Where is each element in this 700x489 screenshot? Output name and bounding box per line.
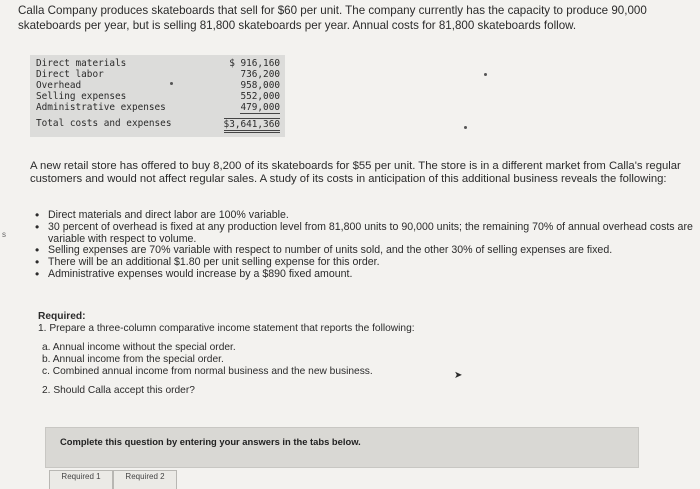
total-label: Total costs and expenses — [36, 118, 172, 129]
list-item: • There will be an additional $1.80 per unit selling expense for this order. — [32, 257, 698, 269]
cost-amount: 479,000 — [240, 102, 280, 113]
cost-label: Direct labor — [36, 69, 104, 80]
question-1a: a. Annual income without the special order. — [42, 342, 236, 353]
list-item: • Direct materials and direct labor are 100% variable. — [32, 210, 698, 222]
question-1c: c. Combined annual income from normal business and the new business. — [42, 366, 373, 377]
tab-required-2[interactable]: Required 2 — [113, 470, 177, 489]
problem-intro: Calla Company produces skateboards that sell for $60 per unit. The company currently has the capacity to produce 90,000 skateboards per year, but is selling 81,800 skateboards per year. Annual costs for 81,800 skateboards follow. — [18, 4, 647, 32]
cost-amount: 736,200 — [240, 69, 280, 80]
list-item: • Selling expenses are 70% variable with respect to number of units sold, and the other 30% of selling expenses are fixed. — [32, 245, 698, 257]
required-heading: Required: — [38, 311, 86, 322]
cost-label: Administrative expenses — [36, 102, 166, 113]
question-1: 1. Prepare a three-column comparative income statement that reports the following: — [38, 323, 415, 334]
stray-dot — [484, 73, 487, 76]
list-item: • Administrative expenses would increase by a $890 fixed amount. — [32, 269, 698, 281]
total-amount: $3,641,360 — [224, 118, 280, 133]
instruction-text: Complete this question by entering your answers in the tabs below. — [60, 436, 361, 447]
special-order-paragraph: A new retail store has offered to buy 8,200 of its skateboards for $55 per unit. The store is in a different market from Calla's regular customers and would not affect regular sales. A study of its costs in anticipation of this additional business reveals the following: — [30, 160, 681, 185]
annual-costs-table — [30, 55, 285, 137]
stray-dot — [464, 126, 467, 129]
cost-amount: 552,000 — [240, 91, 280, 102]
required-section — [38, 311, 638, 397]
instruction-bar — [45, 427, 639, 468]
question-2: 2. Should Calla accept this order? — [42, 385, 195, 396]
cost-label: Selling expenses — [36, 91, 127, 102]
cost-label: Direct materials — [36, 58, 127, 69]
cursor-icon: ➤ — [454, 370, 463, 381]
tab-required-1[interactable]: Required 1 — [49, 470, 113, 489]
edge-mark: s — [2, 230, 6, 239]
cost-label: Overhead — [36, 80, 82, 91]
stray-dot — [170, 82, 173, 85]
cost-amount: $ 916,160 — [229, 58, 280, 69]
list-item: • 30 percent of overhead is fixed at any production level from 81,800 units to 90,000 units; the remaining 70% of annual overhead costs are variable with respect to volume. — [32, 222, 698, 246]
question-1b: b. Annual income from the special order. — [42, 354, 224, 365]
cost-facts-list — [32, 210, 698, 281]
cost-amount: 958,000 — [240, 80, 280, 91]
